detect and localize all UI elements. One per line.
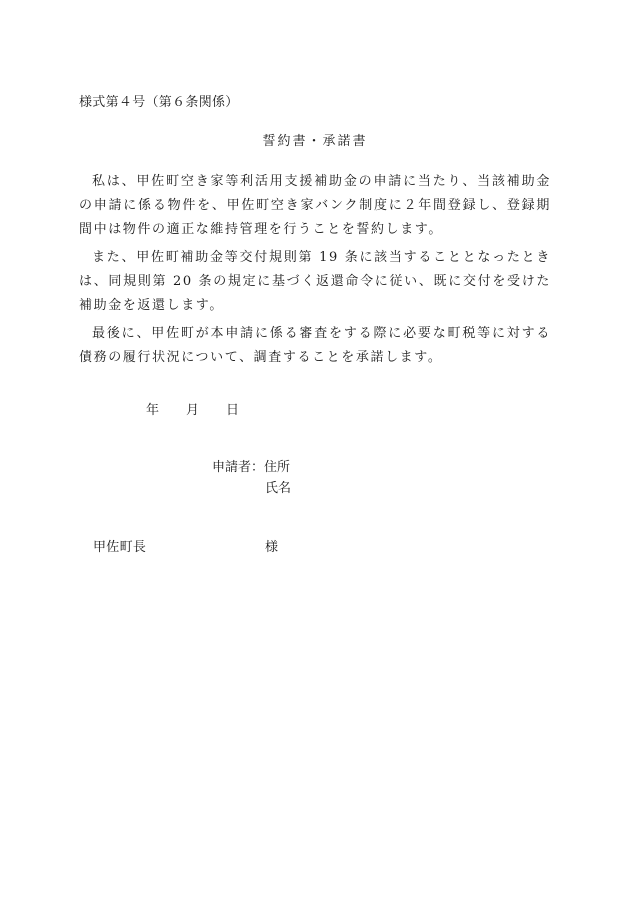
- applicant-name-label: 氏名: [265, 481, 292, 496]
- paragraph-consent: 最後に、甲佐町が本申請に係る審査をする際に必要な町税等に対する債務の履行状況について、調査することを承諾します。: [79, 326, 551, 365]
- paragraph-refund: また、甲佐町補助金等交付規則第 19 条に該当することとなったときは、同規則第 20 条の規定に基づく返還命令に従い、既に交付を受けた補助金を返還します。: [79, 250, 551, 313]
- form-number: 様式第４号（第６条関係）: [79, 95, 239, 110]
- addressee-mayor: 甲佐町長: [93, 540, 147, 555]
- date-month-label: 月: [186, 403, 200, 418]
- document-title: 誓約書・承諾書: [262, 134, 368, 149]
- addressee-honorific: 様: [265, 540, 279, 555]
- date-day-label: 日: [226, 403, 240, 418]
- date-year-label: 年: [146, 403, 160, 418]
- applicant-address-label: 申請者：住所: [212, 460, 291, 475]
- paragraph-pledge: 私は、甲佐町空き家等利活用支援補助金の申請に当たり、当該補助金の申請に係る物件を、甲佐町空き家バンク制度に２年間登録し、登録期間中は物件の適正な維持管理を行うことを誓約します。: [79, 174, 551, 237]
